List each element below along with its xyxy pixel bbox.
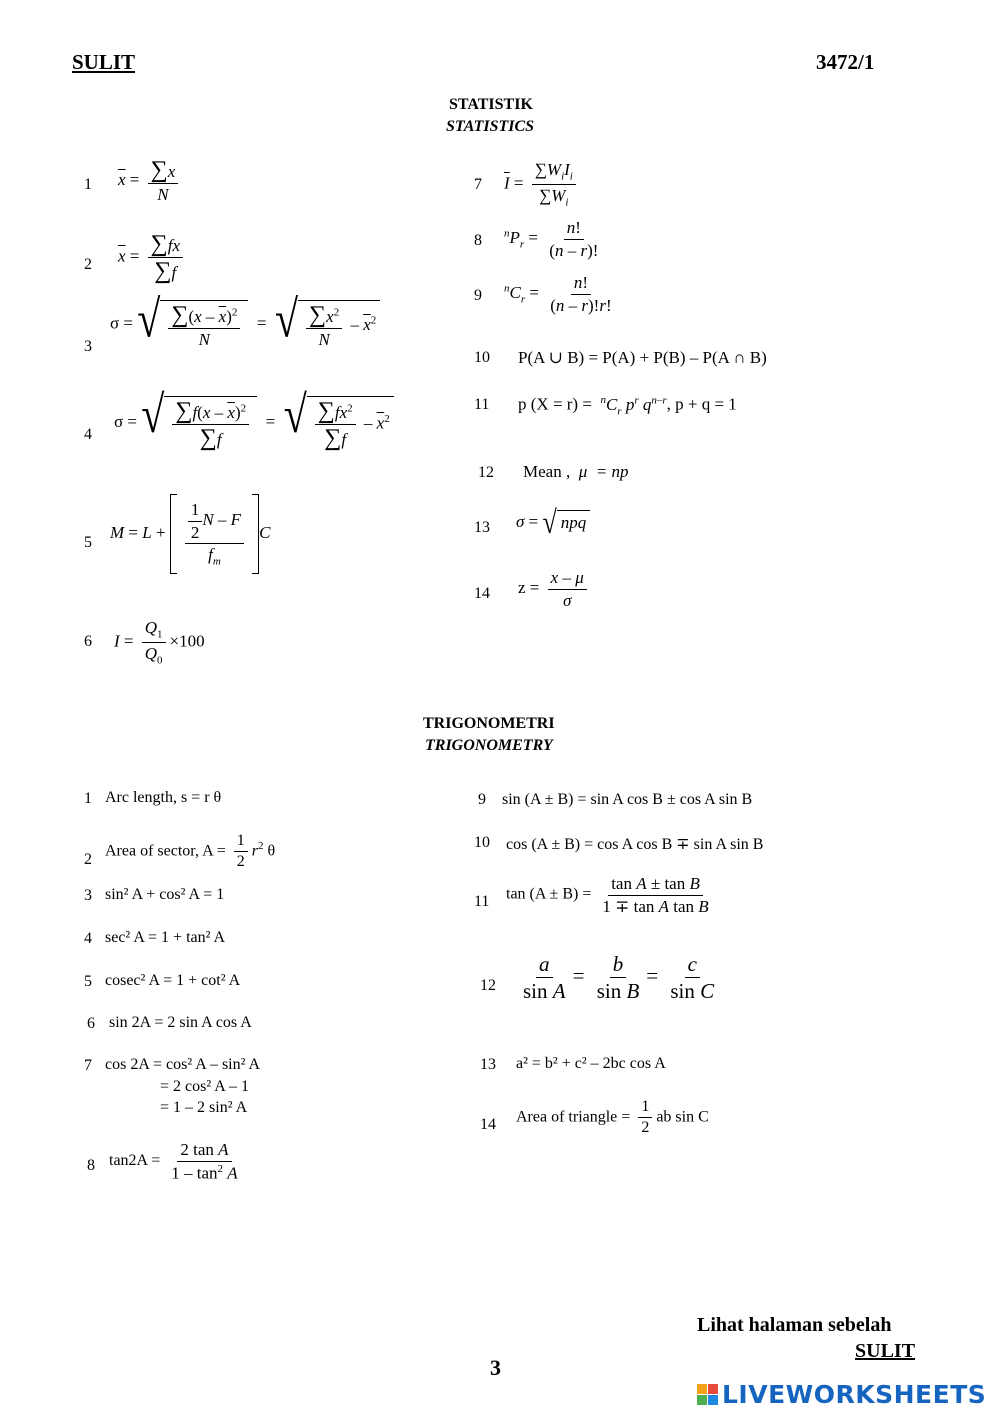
trig-formula-14: Area of triangle = $\frac{1}{2}$ ab sin C [516, 1098, 709, 1137]
header-sulit: SULIT [72, 50, 136, 74]
stat-formula-composite-index: $\overline{I}$ = $\frac{\sum W_iI_i}{\sum W_i}$ [504, 160, 580, 209]
trig-number-1: 1 [84, 790, 92, 807]
stat-number-2: 2 [84, 256, 92, 273]
stat-formula-index: I = $\frac{Q_1}{Q_0}$ ×100 [114, 618, 205, 667]
stat-formula-median: M = L + $\frac{1}{2}$ N – F $f_m$ C [110, 494, 270, 574]
trig-formula-11-label: tan (A ± B) = [506, 885, 592, 903]
stat-number-9: 9 [474, 287, 482, 304]
trig-number-2: 2 [84, 851, 92, 868]
trig-formula-8-label: tan2A = [109, 1152, 161, 1170]
trig-number-9: 9 [478, 791, 486, 808]
stat-formula-zscore: z = $\frac{x - \mu}{\sigma}$ [518, 568, 591, 610]
trig-number-10: 10 [474, 834, 490, 851]
stat-mean-label: Mean , [523, 462, 571, 481]
trig-formula-3: sin² A + cos² A = 1 [105, 886, 225, 903]
stat-formula-sd: σ = √ $\frac{\sum(x - \overline{x})^2}{N}$ = √ $\frac{\sum x^2}{N}$ – $\overline{x}^2$ [110, 300, 380, 350]
stat-number-3: 3 [84, 338, 92, 355]
trig-number-7: 7 [84, 1057, 92, 1074]
trig-formula-1: Arc length, s = r θ [105, 789, 222, 806]
trig-number-12: 12 [480, 977, 496, 994]
footer-sulit: SULIT [855, 1340, 916, 1362]
trig-formula-6: sin 2A = 2 sin A cos A [109, 1014, 252, 1031]
stat-formula-binomial-sd: σ = √ npq [516, 510, 590, 536]
stat-number-10: 10 [474, 349, 490, 366]
footer-next-page: Lihat halaman sebelah [697, 1314, 892, 1336]
trig-formula-2-label: Area of sector, A = [105, 842, 226, 860]
trig-formula-7-line2: = 2 cos² A – 1 [160, 1078, 249, 1095]
trig-formula-10: cos (A ± B) = cos A cos B ∓ sin A sin B [506, 836, 764, 853]
page-number: 3 [490, 1355, 501, 1380]
trig-number-11: 11 [474, 893, 490, 910]
trig-formula-8: tan2A = $\frac{\text{2 tan A}}{1 - \tan^2 A}$ [109, 1140, 238, 1183]
trig-formula-14-label: Area of triangle = [516, 1108, 631, 1126]
trig-number-4: 4 [84, 930, 92, 947]
trig-number-13: 13 [480, 1056, 496, 1073]
stat-formula-binomial: p $(X = r) = ^nC_r$ $p^r$ $q^{n-r}$, p + q = 1 [518, 394, 737, 418]
trig-formula-7-line1: cos 2A = cos² A – sin² A [105, 1056, 261, 1073]
stat-number-14: 14 [474, 585, 490, 602]
stat-formula-mean: $\overline{x}$ = $\frac{\sum x}{N}$ [118, 158, 182, 205]
stat-number-5: 5 [84, 534, 92, 551]
stat-formula-mean-freq: $\overline{x}$ = $\frac{\sum fx}{\sum f}$ [118, 232, 187, 283]
trig-title-en: TRIGONOMETRY [425, 737, 553, 754]
header-paper-code: 3472/1 [816, 50, 875, 74]
stat-number-11: 11 [474, 396, 490, 413]
trig-formula-2: Area of sector, A = $\frac{1}{2}$ $r^2$ θ [105, 832, 276, 871]
statistics-title-en: STATISTICS [446, 118, 535, 135]
liveworksheets-icon [697, 1384, 718, 1405]
trig-formula-13: a² = b² + c² – 2bc cos A [516, 1055, 666, 1072]
trig-formula-4: sec² A = 1 + tan² A [105, 929, 226, 946]
trig-formula-11: tan (A ± B) = $\frac{\text{tan A ± tan B}}{\text{1 ∓ tan A tan B}}$ [506, 874, 709, 916]
stat-formula-binomial-lhs: p (X = r) = [518, 394, 592, 414]
stat-formula-permutation: $^nP_r$ = $\frac{n!}{(n - r)!}$ [504, 218, 599, 260]
liveworksheets-logo [697, 1380, 986, 1409]
trig-formula-7-line3: = 1 – 2 sin² A [160, 1099, 248, 1116]
stat-formula-binomial-rhs: , p + q = 1 [666, 394, 737, 414]
trig-number-8: 8 [87, 1157, 95, 1174]
stat-number-7: 7 [474, 176, 482, 193]
trig-title-bm: TRIGONOMETRI [423, 715, 555, 732]
stat-formula-union: P(A ∪ B) = P(A) + P(B) – P(A ∩ B) [518, 348, 767, 367]
trig-formula-5: cosec² A = 1 + cot² A [105, 972, 241, 989]
stat-formula-combination: $^nC_r$ = $\frac{n!}{(n - r)!r!}$ [504, 273, 612, 315]
stat-mean-value: = np [595, 462, 629, 481]
stat-number-12: 12 [478, 464, 494, 481]
stat-number-6: 6 [84, 633, 92, 650]
trig-number-3: 3 [84, 887, 92, 904]
stat-zscore-lhs: z = [518, 577, 540, 597]
trig-formula-sine-rule: $\frac{a}{\text{sin A}}$ = $\frac{b}{\text{sin B}}$ = $\frac{c}{\text{sin C}}$ [523, 952, 715, 1004]
stat-number-8: 8 [474, 232, 482, 249]
trig-number-6: 6 [87, 1015, 95, 1032]
stat-formula-binomial-mean: Mean , μ = np [523, 462, 629, 481]
stat-number-1: 1 [84, 176, 92, 193]
trig-formula-9: sin (A ± B) = sin A cos B ± cos A sin B [502, 791, 753, 808]
trig-number-5: 5 [84, 973, 92, 990]
stat-formula-sd-freq: σ = √ $\frac{\sum f(x - \overline{x})^2}{\sum f}$ = √ $\frac{\sum fx^2}{\sum f}$ – $\overline{x}^2$ [114, 396, 394, 450]
stat-number-13: 13 [474, 519, 490, 536]
stat-number-4: 4 [84, 426, 92, 443]
liveworksheets-brand: LIVEWORKSHEETS [722, 1380, 987, 1409]
trig-number-14: 14 [480, 1116, 496, 1133]
statistics-title-bm: STATISTIK [449, 96, 533, 113]
